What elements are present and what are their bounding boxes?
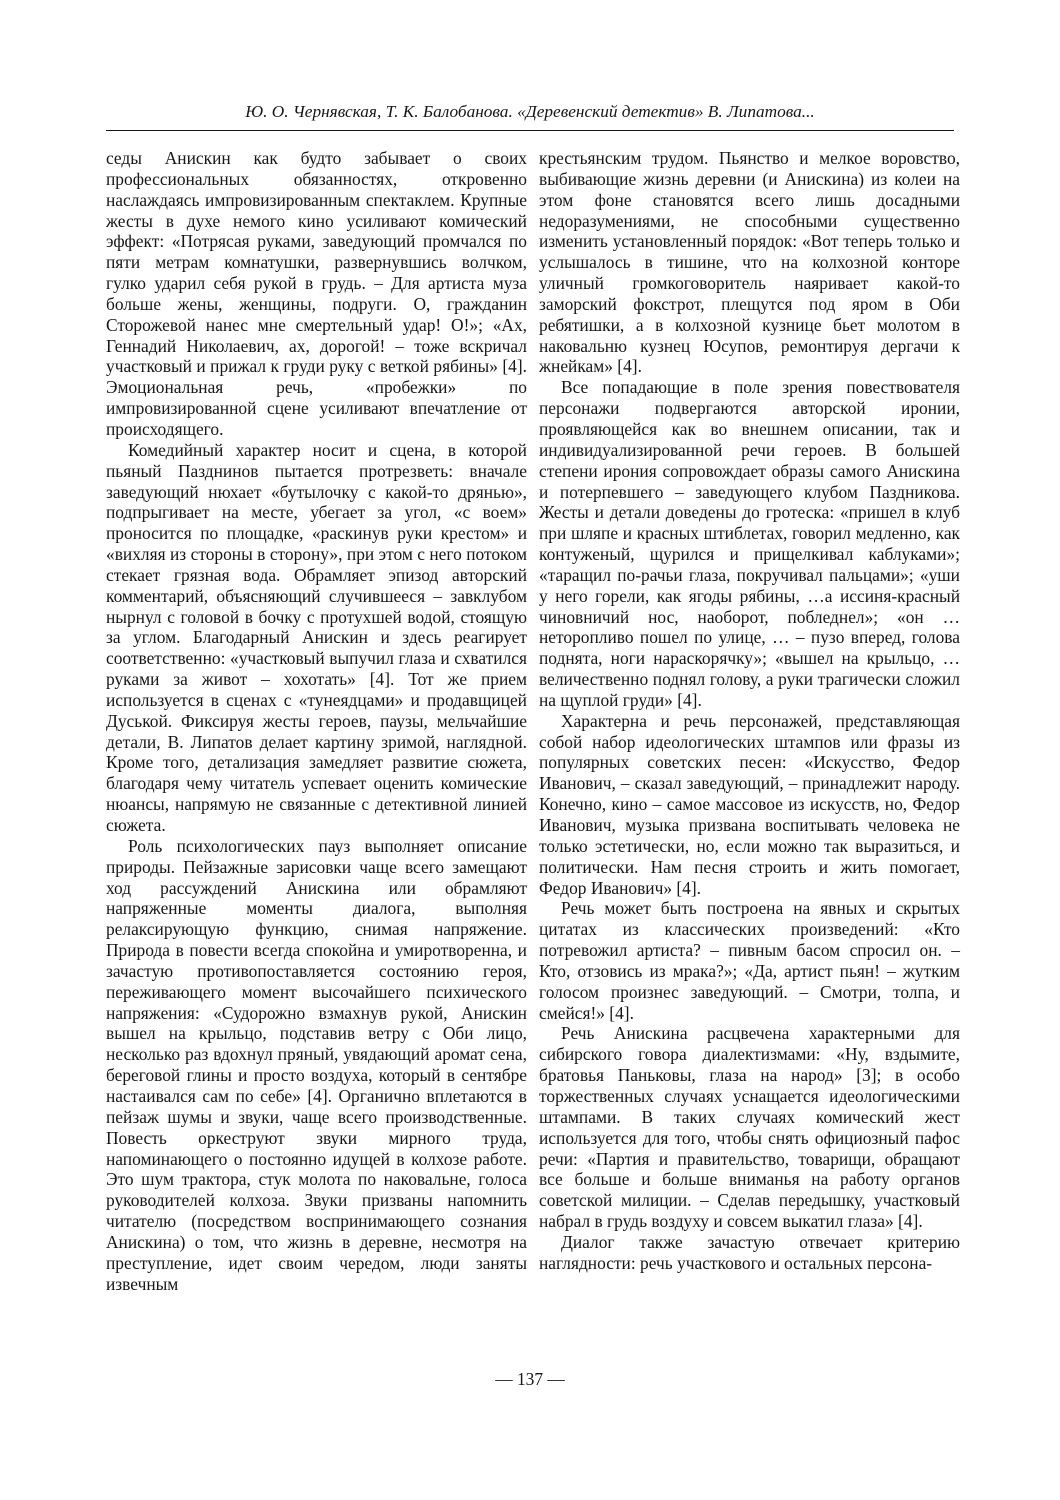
left-column — [106, 148, 527, 1294]
paragraph: Характерна и речь персонажей, представляющая собой набор идеологических штампов или фразы из популярных советских песен: «Искусство, Федор Иванович, – сказал заведующий, – принадлежит народу. Конечно, кино – самое массовое из искусств, но, Федор Иванович, музыка призвана воспитывать человека не только эстетически, но, если можно так выразиться, и политически. Нам песня строить и жить помогает, Федор Иванович» [4]. — [539, 710, 960, 898]
paragraph: Роль психологических пауз выполняет описание природы. Пейзажные зарисовки чаще всего замещают ход рассуждений Анискина или обрамляют напряженные моменты диалога, выполняя релаксирующую функцию, снимая напряжение. Природа в повести всегда спокойна и умиротворенна, и зачастую противопоставляется состоянию героя, переживающего момент высочайшего психического напряжения: «Судорожно взмахнув рукой, Анискин вышел на крыльцо, подставив ветру с Оби лицо, несколько раз вдохнул пряный, увядающий аромат сена, береговой глины и просто воздуха, который в сентябре настаивался сам по себе» [4]. Органично вплетаются в пейзаж шумы и звуки, чаще всего производственные. Повесть оркеструют звуки мирного труда, напоминающего о постоянно идущей в колхозе работе. Это шум трактора, стук молота по наковальне, голоса руководителей колхоза. Звуки призваны напомнить читателю (посредством воспринимающего сознания Анискина) о том, что жизнь в деревне, несмотря на преступление, идет своим чередом, люди заняты извечным — [106, 835, 527, 1294]
paragraph: крестьянским трудом. Пьянство и мелкое воровство, выбивающие жизнь деревни (и Анискина) из колеи на этом фоне становятся всего лишь досадными недоразумениями, не способными существенно изменить установленный порядок: «Вот теперь только и услышалось в тишине, что на колхозной конторе уличный громкоговоритель наяривает какой-то заморский фокстрот, плещутся под яром в Оби ребятишки, а в колхозной кузнице бьет молотом в наковальню кузнец Юсупов, ремонтируя дергачи к жнейкам» [4]. — [539, 148, 960, 377]
header-rule — [106, 130, 954, 131]
paragraph: Диалог также зачастую отвечает критерию наглядности: речь участкового и остальных персона- — [539, 1231, 960, 1273]
paragraph: Все попадающие в поле зрения повествователя персонажи подвергаются авторской иронии, проявляющейся как во внешнем описании, так и индивидуализированной речи героев. В большей степени ирония сопровождает образы самого Анискина и потерпевшего – заведующего клубом Паздникова. Жесты и детали доведены до гротеска: «пришел в клуб при шляпе и красных штиблетах, говорил медленно, как контуженый, щурился и прищелкивал каблуками»; «таращил по-рачьи глаза, покручивал пальцами»; «уши у него горели, как ягоды рябины, …а иссиня-красный чиновничий нос, наоборот, побледнел»; «он … неторопливо пошел по улице, … – пузо вперед, голова поднята, ноги нараскорячку»; «вышел на крыльцо, … величественно поднял голову, а руки трагически сложил на щуплой груди» [4]. — [539, 377, 960, 710]
right-column — [539, 148, 960, 1274]
paragraph: Речь может быть построена на явных и скрытых цитатах из классических произведений: «Кто потревожил артиста? – пивным басом спросил он. – Кто, отзовись из мрака?»; «Да, артист пьян! – жутким голосом произнес заведующий. – Смотри, толпа, и смейся!» [4]. — [539, 898, 960, 1023]
paragraph: Комедийный характер носит и сцена, в которой пьяный Пазднинов пытается протрезветь: вначале заведующий нюхает «бутылочку с какой-то дрянью», подпрыгивает на месте, убегает за угол, «с воем» проносится по площадке, «раскинув руки крестом» и «вихляя из стороны в сторону», при этом с него потоком стекает грязная вода. Обрамляет эпизод авторский комментарий, объясняющий случившееся – завклубом нырнул с головой в бочку с протухшей водой, стоящую за углом. Благодарный Анискин и здесь реагирует соответственно: «участковый выпучил глаза и схватился руками за живот – хохотать» [4]. Тот же прием используется в сценах с «тунеядцами» и продавщицей Дуськой. Фиксируя жесты героев, паузы, мельчайшие детали, В. Липатов делает картину зримой, наглядной. Кроме того, детализация замедляет развитие сюжета, благодаря чему читатель успевает оценить комические нюансы, напрямую не связанные с детективной линией сюжета. — [106, 439, 527, 835]
paragraph: седы Анискин как будто забывает о своих профессиональных обязанностях, откровенно наслаждаясь импровизированным спектаклем. Крупные жесты в духе немого кино усиливают комический эффект: «Потрясая руками, заведующий промчался по пяти метрам комнатушки, развернувшись волчком, гулко ударил себя рукой в грудь. – Для артиста муза больше жены, женщины, подруги. О, гражданин Сторожевой нанес мне смертельный удар! О!»; «Ах, Геннадий Николаевич, ах, дорогой! – тоже вскричал участковый и прижал к груди руку с веткой рябины» [4]. Эмоциональная речь, «пробежки» по импровизированной сцене усиливают впечатление от происходящего. — [106, 148, 527, 439]
paragraph: Речь Анискина расцвечена характерными для сибирского говора диалектизмами: «Ну, вздымите, братовья Паньковы, глаза на народ» [3]; в особо торжественных случаях уснащается идеологическими штампами. В таких случаях комический жест используется для того, чтобы снять официозный пафос речи: «Партия и правительство, товарищи, обращают все больше и больше вниманья на работу органов советской милиции. – Сделав передышку, участковый набрал в грудь воздуху и совсем выкатил глаза» [4]. — [539, 1023, 960, 1232]
running-header: Ю. О. Чернявская, Т. К. Балобанова. «Деревенский детектив» В. Липатова... — [245, 102, 815, 121]
page-number: — 137 — — [495, 1369, 565, 1389]
